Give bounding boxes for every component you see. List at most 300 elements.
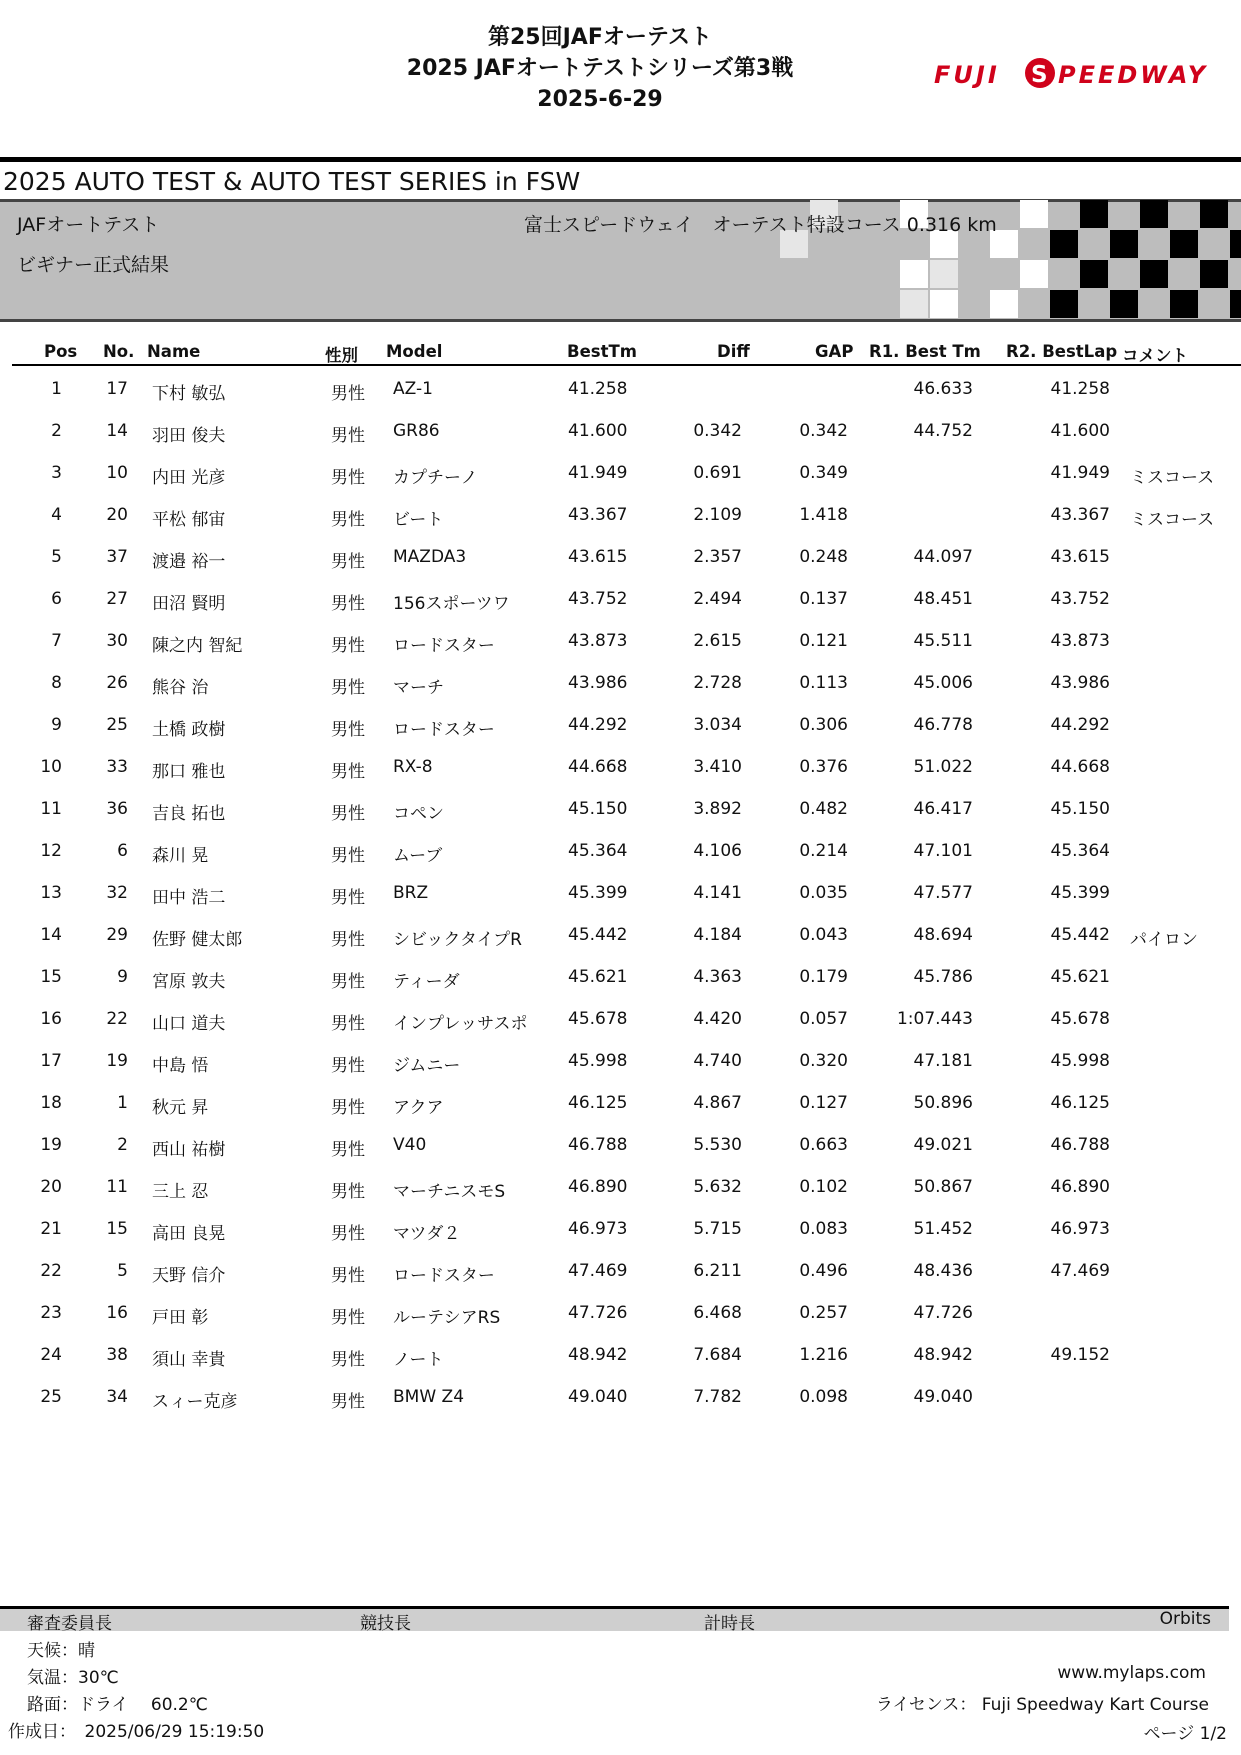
cell-sex: 男性: [331, 1098, 365, 1118]
cell-pos: 6: [51, 589, 62, 609]
cell-sex: 男性: [331, 762, 365, 782]
cell-no: 38: [106, 1345, 128, 1365]
cell-no: 2: [117, 1135, 128, 1155]
cell-model: ロードスター: [393, 720, 495, 740]
table-row: [0, 1251, 1241, 1293]
cell-name: 戸田 彰: [152, 1308, 209, 1328]
orbits-label: Orbits: [1159, 1609, 1211, 1629]
cell-sex: 男性: [331, 1224, 365, 1244]
cell-r1: 47.726: [913, 1303, 973, 1323]
checker-square: [1200, 200, 1228, 228]
cell-no: 29: [106, 925, 128, 945]
cell-model: ビート: [393, 510, 444, 530]
checker-square: [1140, 260, 1168, 288]
cell-r2: 49.152: [1050, 1345, 1110, 1365]
cell-no: 19: [106, 1051, 128, 1071]
table-row: [0, 873, 1241, 915]
checker-square: [1110, 230, 1138, 258]
table-row: [0, 579, 1241, 621]
checker-square: [930, 290, 958, 318]
cell-r2: 46.890: [1050, 1177, 1110, 1197]
cell-no: 11: [106, 1177, 128, 1197]
cell-model: ルーテシアRS: [393, 1308, 501, 1328]
cell-r1: 44.752: [913, 421, 973, 441]
cell-pos: 5: [51, 547, 62, 567]
cell-gap: 0.349: [799, 463, 848, 483]
cell-best: 48.942: [568, 1345, 628, 1365]
cell-best: 43.367: [568, 505, 628, 525]
cell-diff: 4.106: [693, 841, 742, 861]
checker-square: [900, 290, 928, 318]
cell-r2: 47.469: [1050, 1261, 1110, 1281]
table-row: [0, 1293, 1241, 1335]
cell-r2: 45.150: [1050, 799, 1110, 819]
cell-model: BMW Z4: [393, 1387, 465, 1407]
cell-diff: 0.691: [693, 463, 742, 483]
checker-square: [1050, 290, 1078, 318]
cell-model: マーチ: [393, 678, 444, 698]
cell-r1: 46.778: [913, 715, 973, 735]
checker-square: [1200, 260, 1228, 288]
cell-gap: 0.214: [799, 841, 848, 861]
cell-gap: 0.102: [799, 1177, 848, 1197]
cell-pos: 23: [40, 1303, 62, 1323]
checker-square: [930, 260, 958, 288]
cell-name: 吉良 拓也: [152, 804, 226, 824]
cell-gap: 0.057: [799, 1009, 848, 1029]
cell-sex: 男性: [331, 888, 365, 908]
cell-model: AZ-1: [393, 379, 433, 399]
col-pos: Pos: [44, 342, 78, 361]
cell-no: 6: [117, 841, 128, 861]
cell-pos: 10: [40, 757, 62, 777]
cell-pos: 1: [51, 379, 62, 399]
cell-best: 41.600: [568, 421, 628, 441]
cell-model: ティーダ: [393, 972, 460, 992]
table-row: [0, 537, 1241, 579]
cell-no: 33: [106, 757, 128, 777]
table-row: [0, 1209, 1241, 1251]
cell-best: 43.986: [568, 673, 628, 693]
cell-sex: 男性: [331, 384, 365, 404]
cell-no: 20: [106, 505, 128, 525]
cell-best: 45.364: [568, 841, 628, 861]
cell-pos: 25: [40, 1387, 62, 1407]
table-row: [0, 495, 1241, 537]
cell-best: 45.621: [568, 967, 628, 987]
checker-square: [1170, 290, 1198, 318]
checker-square: [990, 290, 1018, 318]
cell-best: 41.258: [568, 379, 628, 399]
cell-comment: ミスコース: [1130, 510, 1215, 530]
cell-pos: 2: [51, 421, 62, 441]
document-title: [330, 22, 870, 115]
cell-sex: 男性: [331, 846, 365, 866]
cell-r2: 46.973: [1050, 1219, 1110, 1239]
cell-pos: 16: [40, 1009, 62, 1029]
cell-name: 羽田 俊夫: [152, 426, 226, 446]
mylaps-website: www.mylaps.com: [1057, 1663, 1206, 1683]
cell-r1: 51.022: [913, 757, 973, 777]
table-row: [0, 453, 1241, 495]
cell-r1: 44.097: [913, 547, 973, 567]
checker-square: [1230, 290, 1241, 318]
cell-sex: 男性: [331, 972, 365, 992]
cell-r1: 49.040: [913, 1387, 973, 1407]
col-model: Model: [386, 342, 443, 361]
table-row: [0, 369, 1241, 411]
cell-sex: 男性: [331, 1308, 365, 1328]
logo-text-right: PEEDWAY: [1058, 61, 1209, 89]
cell-gap: 0.320: [799, 1051, 848, 1071]
col-name: Name: [147, 342, 201, 361]
cell-no: 36: [106, 799, 128, 819]
track-condition-label: 路面：ドライ 60.2℃: [27, 1695, 208, 1715]
table-row: [0, 789, 1241, 831]
class-result-label: ビギナー正式結果: [17, 254, 170, 276]
weather-label: 天候：晴: [27, 1641, 95, 1661]
table-row: [0, 957, 1241, 999]
cell-gap: 0.342: [799, 421, 848, 441]
cell-model: ムーブ: [393, 846, 443, 866]
cell-r1: 48.451: [913, 589, 973, 609]
cell-gap: 0.376: [799, 757, 848, 777]
cell-model: マツダ２: [393, 1224, 461, 1244]
cell-diff: 6.468: [693, 1303, 742, 1323]
cell-diff: 5.632: [693, 1177, 742, 1197]
cell-r1: 48.942: [913, 1345, 973, 1365]
cell-r2: 45.621: [1050, 967, 1110, 987]
cell-diff: 4.420: [693, 1009, 742, 1029]
checker-square: [1080, 200, 1108, 228]
page-number: ページ 1/2: [1143, 1724, 1227, 1744]
cell-model: 156スポーツワ: [393, 594, 510, 614]
cell-sex: 男性: [331, 594, 365, 614]
col-gap: GAP: [815, 342, 854, 361]
cell-r1: 45.006: [913, 673, 973, 693]
cell-sex: 男性: [331, 720, 365, 740]
cell-name: 内田 光彦: [152, 468, 226, 488]
cell-name: 陳之内 智紀: [152, 636, 243, 656]
cell-name: 天野 信介: [152, 1266, 226, 1286]
checker-square: [1110, 290, 1138, 318]
cell-gap: 0.257: [799, 1303, 848, 1323]
cell-no: 30: [106, 631, 128, 651]
cell-model: BRZ: [393, 883, 429, 903]
cell-name: 下村 敏弘: [152, 384, 226, 404]
cell-best: 45.678: [568, 1009, 628, 1029]
cell-model: ロードスター: [393, 636, 495, 656]
cell-model: GR86: [393, 421, 440, 441]
col-comment: コメント: [1122, 346, 1188, 365]
cell-sex: 男性: [331, 1182, 365, 1202]
cell-model: インプレッサスポ: [393, 1014, 528, 1034]
cell-model: カプチーノ: [393, 468, 478, 488]
cell-r2: 44.292: [1050, 715, 1110, 735]
cell-r1: 50.896: [913, 1093, 973, 1113]
cell-best: 46.125: [568, 1093, 628, 1113]
cell-r1: 46.417: [913, 799, 973, 819]
steward-label: 審査委員長: [27, 1614, 112, 1634]
cell-diff: 3.892: [693, 799, 742, 819]
cell-r2: 43.367: [1050, 505, 1110, 525]
cell-gap: 1.418: [799, 505, 848, 525]
cell-diff: 4.740: [693, 1051, 742, 1071]
table-row: [0, 1167, 1241, 1209]
cell-r2: 44.668: [1050, 757, 1110, 777]
cell-gap: 0.127: [799, 1093, 848, 1113]
cell-name: スィー克彦: [152, 1392, 238, 1412]
checker-square: [1170, 230, 1198, 258]
created-date-label: 作成日： 2025/06/29 15:19:50: [8, 1722, 265, 1742]
cell-no: 1: [117, 1093, 128, 1113]
cell-best: 47.726: [568, 1303, 628, 1323]
cell-gap: 0.482: [799, 799, 848, 819]
timekeeper-label: 計時長: [704, 1614, 755, 1634]
cell-r2: 45.998: [1050, 1051, 1110, 1071]
series-label: JAFオートテスト: [17, 214, 160, 236]
cell-r1: 51.452: [913, 1219, 973, 1239]
cell-r2: 46.125: [1050, 1093, 1110, 1113]
cell-pos: 8: [51, 673, 62, 693]
cell-best: 46.788: [568, 1135, 628, 1155]
cell-name: 平松 郁宙: [152, 510, 226, 530]
cell-pos: 18: [40, 1093, 62, 1113]
table-row: [0, 663, 1241, 705]
temperature-label: 気温：30℃: [27, 1668, 119, 1688]
cell-gap: 0.121: [799, 631, 848, 651]
table-row: [0, 1377, 1241, 1419]
cell-no: 14: [106, 421, 128, 441]
cell-pos: 3: [51, 463, 62, 483]
fuji-speedway-logo: [932, 56, 1232, 92]
cell-r1: 45.786: [913, 967, 973, 987]
cell-no: 15: [106, 1219, 128, 1239]
table-row: [0, 831, 1241, 873]
cell-best: 45.998: [568, 1051, 628, 1071]
cell-best: 45.150: [568, 799, 628, 819]
cell-sex: 男性: [331, 1014, 365, 1034]
table-row: [0, 1125, 1241, 1167]
cell-name: 渡邉 裕一: [152, 552, 226, 572]
cell-sex: 男性: [331, 1140, 365, 1160]
cell-model: ロードスター: [393, 1266, 495, 1286]
cell-gap: 0.663: [799, 1135, 848, 1155]
cell-no: 32: [106, 883, 128, 903]
title-line-1: 第25回JAFオーテスト: [488, 25, 712, 50]
cell-name: 熊谷 治: [152, 678, 209, 698]
cell-best: 45.442: [568, 925, 628, 945]
cell-r1: 47.577: [913, 883, 973, 903]
cell-pos: 11: [40, 799, 62, 819]
cell-gap: 0.306: [799, 715, 848, 735]
cell-r2: 41.600: [1050, 421, 1110, 441]
cell-name: 那口 雅也: [152, 762, 226, 782]
cell-model: アクア: [393, 1098, 444, 1118]
cell-pos: 9: [51, 715, 62, 735]
cell-diff: 7.684: [693, 1345, 742, 1365]
cell-diff: 5.530: [693, 1135, 742, 1155]
cell-name: 須山 幸貴: [152, 1350, 226, 1370]
cell-name: 田中 浩二: [152, 888, 226, 908]
cell-diff: 2.494: [693, 589, 742, 609]
checker-square: [1050, 230, 1078, 258]
cell-sex: 男性: [331, 510, 365, 530]
cell-name: 佐野 健太郎: [152, 930, 243, 950]
col-besttm: BestTm: [567, 342, 637, 361]
table-row: [0, 1083, 1241, 1125]
cell-diff: 4.363: [693, 967, 742, 987]
course-label: 富士スピードウェイ オーテスト特設コース 0.316 km: [524, 214, 997, 236]
cell-pos: 19: [40, 1135, 62, 1155]
cell-no: 25: [106, 715, 128, 735]
cell-best: 41.949: [568, 463, 628, 483]
cell-model: シビックタイプR: [393, 930, 522, 950]
table-row: [0, 915, 1241, 957]
cell-r2: 45.399: [1050, 883, 1110, 903]
checker-square: [1020, 200, 1048, 228]
cell-pos: 15: [40, 967, 62, 987]
cell-best: 43.752: [568, 589, 628, 609]
cell-model: ノート: [393, 1350, 444, 1370]
cell-gap: 0.035: [799, 883, 848, 903]
cell-diff: 2.109: [693, 505, 742, 525]
cell-name: 三上 忍: [152, 1182, 209, 1202]
cell-r1: 50.867: [913, 1177, 973, 1197]
cell-no: 9: [117, 967, 128, 987]
cell-r2: 43.752: [1050, 589, 1110, 609]
cell-name: 森川 晃: [152, 846, 209, 866]
title-date: 2025-6-29: [537, 87, 663, 112]
cell-r2: 43.873: [1050, 631, 1110, 651]
cell-pos: 7: [51, 631, 62, 651]
cell-diff: 2.357: [693, 547, 742, 567]
cell-r1: 48.694: [913, 925, 973, 945]
cell-diff: 3.410: [693, 757, 742, 777]
cell-r1: 47.181: [913, 1051, 973, 1071]
cell-gap: 0.248: [799, 547, 848, 567]
cell-name: 秋元 昇: [152, 1098, 209, 1118]
cell-sex: 男性: [331, 1392, 365, 1412]
cell-no: 26: [106, 673, 128, 693]
cell-r2: 43.615: [1050, 547, 1110, 567]
cell-no: 5: [117, 1261, 128, 1281]
cell-r1: 46.633: [913, 379, 973, 399]
cell-r2: 41.949: [1050, 463, 1110, 483]
cell-model: MAZDA3: [393, 547, 467, 567]
cell-name: 中島 悟: [152, 1056, 209, 1076]
cell-diff: 4.184: [693, 925, 742, 945]
cell-gap: 1.216: [799, 1345, 848, 1365]
cell-pos: 12: [40, 841, 62, 861]
checker-square: [1140, 200, 1168, 228]
cell-sex: 男性: [331, 636, 365, 656]
cell-best: 46.890: [568, 1177, 628, 1197]
cell-sex: 男性: [331, 552, 365, 572]
cell-pos: 24: [40, 1345, 62, 1365]
cell-r2: 45.678: [1050, 1009, 1110, 1029]
cell-r2: 43.986: [1050, 673, 1110, 693]
col-r2-bestlap: R2. BestLap: [1006, 342, 1118, 361]
cell-r2: 41.258: [1050, 379, 1110, 399]
cell-name: 宮原 敦夫: [152, 972, 226, 992]
checker-square: [1080, 260, 1108, 288]
cell-name: 山口 道夫: [152, 1014, 226, 1034]
table-row: [0, 747, 1241, 789]
table-row: [0, 1335, 1241, 1377]
cell-name: 西山 祐樹: [152, 1140, 226, 1160]
cell-r2: 45.442: [1050, 925, 1110, 945]
checker-square: [900, 260, 928, 288]
cell-gap: 0.137: [799, 589, 848, 609]
cell-best: 46.973: [568, 1219, 628, 1239]
cell-diff: 2.615: [693, 631, 742, 651]
title-line-2: 2025 JAFオートテストシリーズ第3戦: [406, 56, 794, 81]
cell-model: RX-8: [393, 757, 433, 777]
results-table-body: [0, 369, 1241, 1419]
table-row: [0, 705, 1241, 747]
cell-no: 22: [106, 1009, 128, 1029]
cell-diff: 7.782: [693, 1387, 742, 1407]
cell-r1: 48.436: [913, 1261, 973, 1281]
col-sex: 性別: [325, 346, 358, 365]
footer-signature-band: [0, 1609, 1229, 1631]
table-row: [0, 1041, 1241, 1083]
cell-gap: 0.496: [799, 1261, 848, 1281]
cell-sex: 男性: [331, 1056, 365, 1076]
table-row: [0, 621, 1241, 663]
cell-best: 44.668: [568, 757, 628, 777]
cell-gap: 0.113: [799, 673, 848, 693]
cell-diff: 2.728: [693, 673, 742, 693]
cell-comment: パイロン: [1130, 930, 1198, 950]
cell-best: 43.873: [568, 631, 628, 651]
cell-diff: 4.141: [693, 883, 742, 903]
cell-best: 44.292: [568, 715, 628, 735]
col-no: No.: [103, 342, 135, 361]
cell-sex: 男性: [331, 1266, 365, 1286]
results-table-header: [12, 340, 1241, 366]
cell-diff: 6.211: [693, 1261, 742, 1281]
cell-no: 16: [106, 1303, 128, 1323]
cell-no: 34: [106, 1387, 128, 1407]
cell-sex: 男性: [331, 426, 365, 446]
cell-best: 43.615: [568, 547, 628, 567]
cell-r2: 45.364: [1050, 841, 1110, 861]
cell-pos: 14: [40, 925, 62, 945]
col-r1-best: R1. Best Tm: [869, 342, 981, 361]
cell-pos: 4: [51, 505, 62, 525]
top-rule: [0, 157, 1241, 162]
cell-pos: 13: [40, 883, 62, 903]
cell-best: 49.040: [568, 1387, 628, 1407]
cell-diff: 3.034: [693, 715, 742, 735]
cell-diff: 4.867: [693, 1093, 742, 1113]
cell-gap: 0.098: [799, 1387, 848, 1407]
cell-best: 45.399: [568, 883, 628, 903]
cell-model: コペン: [393, 804, 444, 824]
cell-sex: 男性: [331, 804, 365, 824]
cell-r1: 47.101: [913, 841, 973, 861]
cell-pos: 17: [40, 1051, 62, 1071]
checker-square: [1020, 260, 1048, 288]
cell-pos: 22: [40, 1261, 62, 1281]
director-label: 競技長: [360, 1614, 411, 1634]
cell-name: 土橋 政樹: [152, 720, 226, 740]
cell-diff: 0.342: [693, 421, 742, 441]
table-row: [0, 999, 1241, 1041]
col-diff: Diff: [717, 342, 750, 361]
